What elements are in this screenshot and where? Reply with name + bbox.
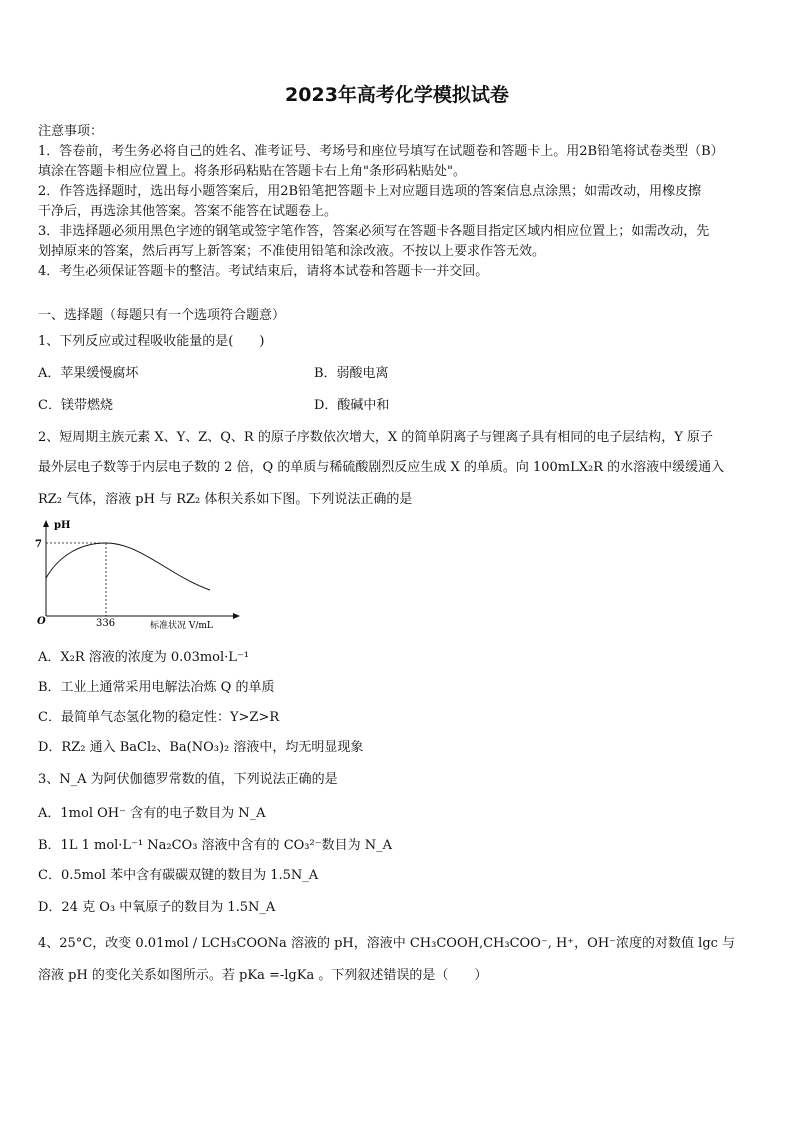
ph-volume-graph xyxy=(30,518,250,636)
notice-line: 1．答卷前，考生务必将自己的姓名、准考证号、考场号和座位号填写在试题卷和答题卡上。用2B铅笔将试卷类型（B） xyxy=(38,144,724,159)
notice-line: 填涂在答题卡相应位置上。将条形码粘贴在答题卡右上角"条形码粘贴处"。 xyxy=(38,164,466,179)
ph-curve xyxy=(46,543,210,590)
section-heading: 一、选择题（每题只有一个选项符合题意） xyxy=(38,308,286,323)
q1-option-a: A．苹果缓慢腐坏 xyxy=(38,366,139,381)
notice-line: 3．非选择题必须用黑色字迹的钢笔或签字笔作答，答案必须写在答题卡各题目指定区域内相应位置上；如需改动，先 xyxy=(38,224,710,239)
page-title: 2023年高考化学模拟试卷 xyxy=(285,84,509,106)
notice-section xyxy=(38,122,758,282)
notice-line: 2．作答选择题时，选出每小题答案后，用2B铅笔把答题卡上对应题目选项的答案信息点涂黑；如需改动，用橡皮擦 xyxy=(38,184,702,199)
q3-option-d: D．24 克 O₃ 中氧原子的数目为 1.5N_A xyxy=(38,900,276,915)
origin-label: O xyxy=(37,616,46,627)
question-4-line: 4、25°C，改变 0.01mol / LCH₃COONa 溶液的 pH，溶液中 CH₃COOH,CH₃COO⁻, H⁺，OH⁻浓度的对数值 lgc 与 xyxy=(38,936,736,951)
question-2-line: RZ₂ 气体，溶液 pH 与 RZ₂ 体积关系如下图。下列说法正确的是 xyxy=(38,492,413,507)
question-4-line: 溶液 pH 的变化关系如图所示。若 pKa =-lgKa 。下列叙述错误的是（ ） xyxy=(38,968,488,983)
question-2-line: 2、短周期主族元素 X、Y、Z、Q、R 的原子序数依次增大，X 的简单阴离子与锂离子具有相同的电子层结构，Y 原子 xyxy=(38,430,713,445)
y-axis-arrow xyxy=(43,520,49,527)
q2-option-a: A．X₂R 溶液的浓度为 0.03mol·L⁻¹ xyxy=(38,650,250,665)
q1-option-c: C．镁带燃烧 xyxy=(38,398,113,413)
notice-line: 干净后，再选涂其他答案。答案不能答在试题卷上。 xyxy=(38,204,338,219)
x-tick-label: 336 xyxy=(96,618,116,629)
q1-option-d: D．酸碱中和 xyxy=(314,398,390,413)
q2-option-c: C．最简单气态氢化物的稳定性：Y>Z>R xyxy=(38,710,280,725)
y-tick-label: 7 xyxy=(35,539,42,550)
notice-line: 划掉原来的答案，然后再写上新答案；不准使用铅笔和涂改液。不按以上要求作答无效。 xyxy=(38,244,546,259)
q3-option-a: A．1mol OH⁻ 含有的电子数目为 N_A xyxy=(38,806,266,821)
question-2-line: 最外层电子数等于内层电子数的 2 倍，Q 的单质与稀硫酸剧烈反应生成 X 的单质。向 100mLX₂R 的水溶液中缓缓通入 xyxy=(38,460,725,475)
x-axis-arrow xyxy=(233,613,240,619)
notice-heading: 注意事项： xyxy=(38,124,104,139)
q2-option-d: D．RZ₂ 通入 BaCl₂、Ba(NO₃)₂ 溶液中，均无明显现象 xyxy=(38,740,364,755)
q3-option-c: C．0.5mol 苯中含有碳碳双键的数目为 1.5N_A xyxy=(38,868,319,883)
y-axis-label: pH xyxy=(54,520,71,531)
q1-option-b: B．弱酸电离 xyxy=(314,366,389,381)
q2-option-b: B．工业上通常采用电解法冶炼 Q 的单质 xyxy=(38,680,275,695)
notice-line: 4．考生必须保证答题卡的整洁。考试结束后，请将本试卷和答题卡一并交回。 xyxy=(38,264,489,279)
question-1-stem: 1、下列反应或过程吸收能量的是( ) xyxy=(38,334,265,349)
question-3-stem: 3、N_A 为阿伏伽德罗常数的值，下列说法正确的是 xyxy=(38,772,338,787)
q3-option-b: B．1L 1 mol·L⁻¹ Na₂CO₃ 溶液中含有的 CO₃²⁻数目为 N_A xyxy=(38,838,392,853)
x-axis-label: 标准状况 V/mL xyxy=(150,621,213,631)
